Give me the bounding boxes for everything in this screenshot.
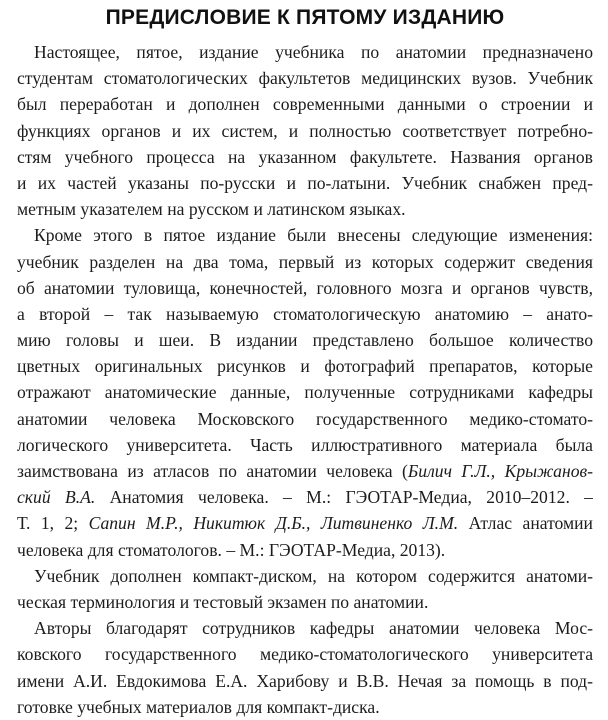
text-line: Авторы благодарят сотрудников кафедры анатомии человека Мос-: [34, 618, 593, 639]
text-line: [17, 458, 593, 484]
text-run: заимствована из атласов по анатомии человека (: [17, 461, 408, 481]
text-line: об анатомии туловища, конечностей, головного мозга и органов чувств,: [17, 277, 593, 298]
text-line: функциях органов и их систем, и полностью соответствует потребно-: [17, 120, 593, 141]
citation-authors: Сапин М.Р., Никитюк Д.Б., Литвиненко Л.М.: [88, 513, 459, 534]
paragraph: [17, 39, 593, 222]
text-line: был переработан и дополнен современными данными о строении и: [17, 94, 593, 115]
text-line: готовке учебных материалов для компакт-диска.: [17, 696, 380, 717]
text-line: ковского государственного медико-стоматологического университета: [17, 644, 593, 665]
text-line: имени А.И. Евдокимова Е.А. Харибову и В.В. Нечая за помощь в под-: [17, 670, 593, 691]
paragraph: [17, 222, 593, 562]
text-line: метным указателем на русском и латинском языках.: [17, 199, 406, 220]
text-line: и их частей указаны по-русски и по-латыни. Учебник снабжен пред-: [17, 172, 593, 193]
citation-authors: ский В.А.: [17, 487, 96, 508]
text-run: Анатомия человека. – М.: ГЭОТАР-Медиа, 2010–2012. –: [95, 487, 593, 508]
text-line: цветных оригинальных рисунков и фотографий препаратов, которые: [17, 356, 593, 377]
paragraph: [17, 563, 593, 615]
text-line: человека для стоматологов. – М.: ГЭОТАР-Медиа, 2013).: [17, 539, 446, 560]
text-line: Кроме этого в пятое издание были внесены следующие изменения:: [34, 225, 593, 246]
text-line: а второй – так называемую стоматологическую анатомию – анато-: [17, 303, 593, 324]
text-line: стям учебного процесса на указанном факультете. Названия органов: [17, 146, 593, 167]
page-title: ПРЕДИСЛОВИЕ К ПЯТОМУ ИЗДАНИЮ: [105, 6, 505, 29]
text-line: [17, 510, 593, 536]
text-line: Настоящее, пятое, издание учебника по анатомии предназначено: [34, 42, 593, 62]
text-line: учебник разделен на два тома, первый из которых содержит сведения: [17, 251, 593, 272]
text-line: мию головы и шеи. В издании представлено большое количество: [17, 330, 593, 351]
text-line: отражают анатомические данные, полученные сотрудниками кафедры: [17, 382, 593, 403]
text-line: анатомии человека Московского государственного медико-стомато-: [17, 408, 593, 429]
text-run: Т. 1, 2;: [17, 513, 89, 534]
text-line: Учебник дополнен компакт-диском, на котором содержится анатоми-: [34, 565, 593, 586]
text-line: [17, 484, 593, 510]
paragraph: [17, 615, 593, 720]
text-run: Атлас анатомии: [458, 513, 593, 534]
citation-authors: Билич Г.Л., Крыжанов-: [407, 461, 593, 481]
text-line: ческая терминология и тестовый экзамен по анатомии.: [17, 591, 429, 612]
body-text: [17, 39, 593, 720]
text-line: логического университета. Часть иллюстративного материала была: [17, 434, 593, 455]
text-line: студентам стоматологических факультетов медицинских вузов. Учебник: [17, 68, 593, 89]
